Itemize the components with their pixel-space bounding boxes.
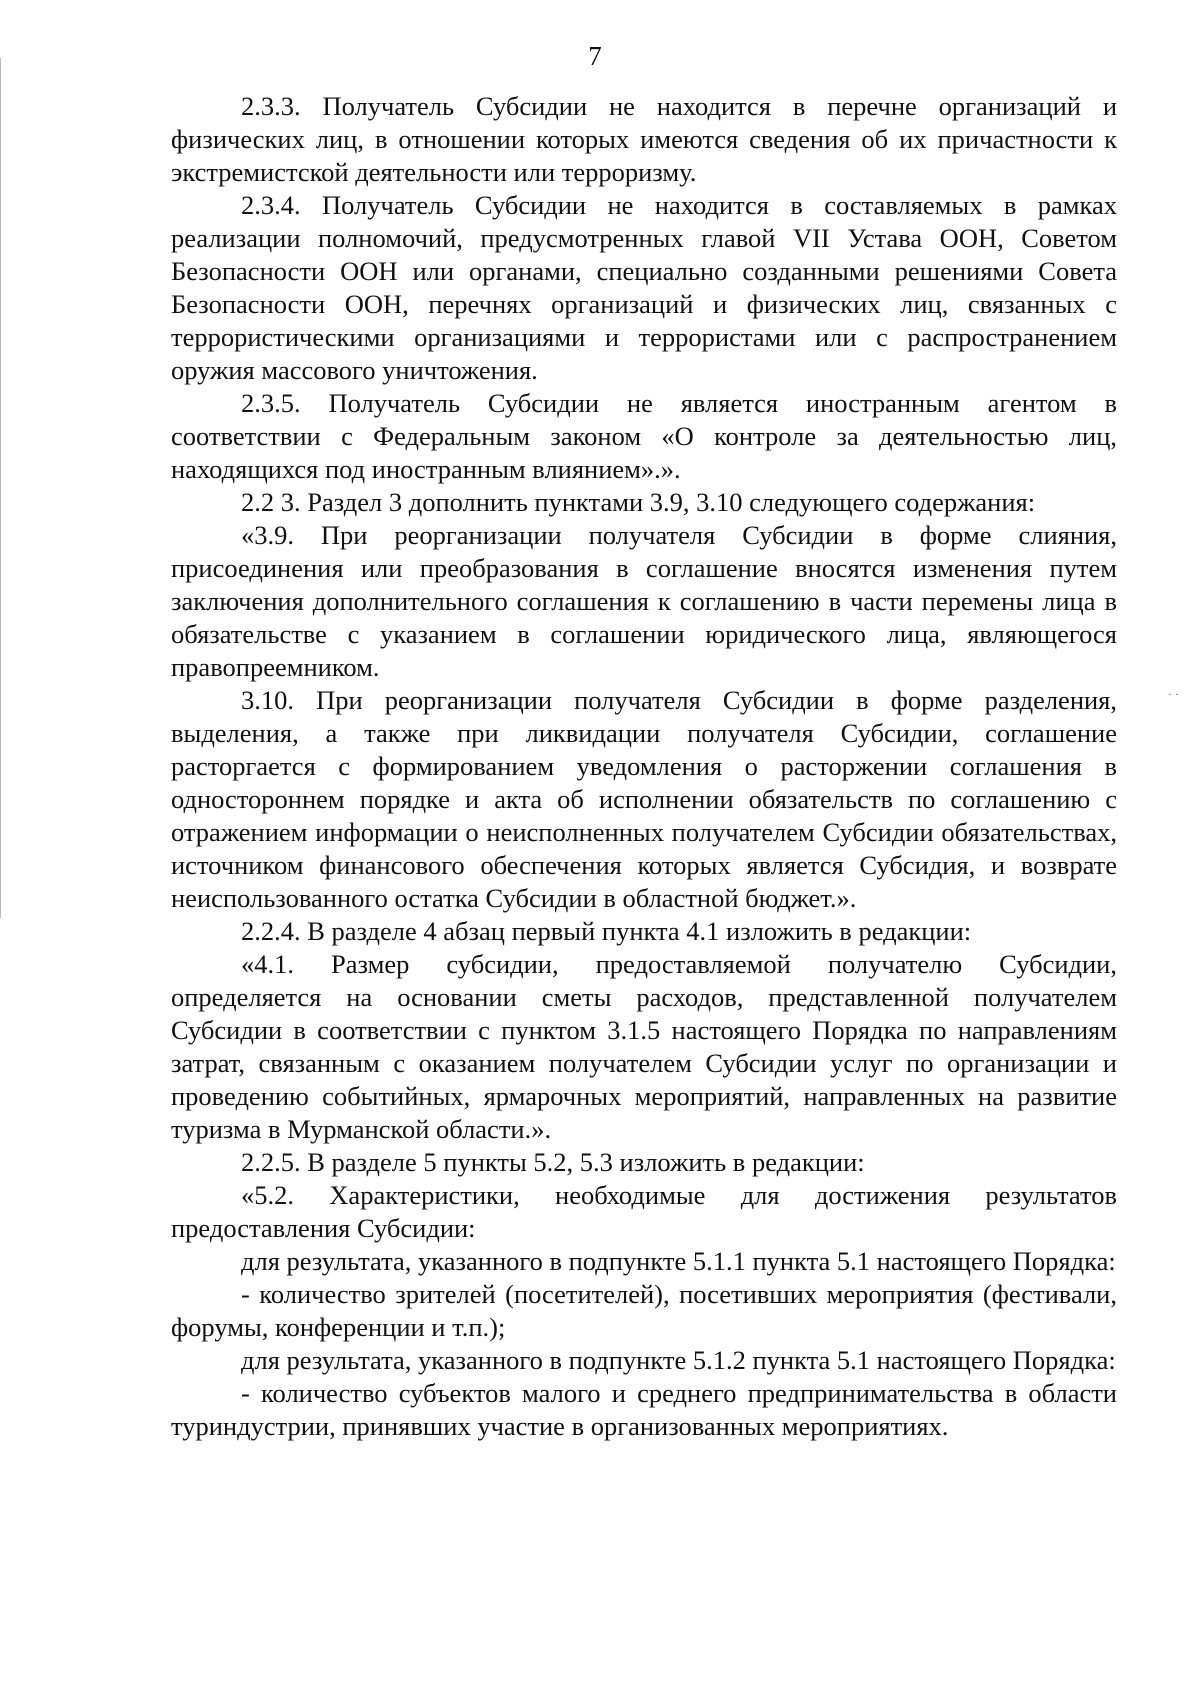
paragraph-result-5-1-1: для результата, указанного в подпункте 5.1.1 пункта 5.1 настоящего Порядка:	[241, 1246, 1116, 1276]
paragraph-2-3-4: 2.3.4. Получатель Субсидии не находится в составляемых в рамках реализации полномочий, предусмотренных главой VII Устава ООН, Советом Безопасности ООН или органами, специально созданными решениями Совета Безопасности ООН, перечнях организаций и физических лиц, связанных с террористическими организациями и террористами или с распространением оружия массового уничтожения.	[171, 190, 1117, 385]
paragraph-5-2: «5.2. Характеристики, необходимые для достижения результатов предоставления Субсидии:	[171, 1180, 1117, 1243]
paragraph-3-9: «3.9. При реорганизации получателя Субсидии в форме слияния, присоединения или преобразования в соглашение вносятся изменения путем заключения дополнительного соглашения к соглашению в части перемены лица в обязательстве с указанием в соглашении юридического лица, являющегося правопреемником.	[171, 520, 1117, 682]
paragraph-2-3-5: 2.3.5. Получатель Субсидии не является иностранным агентом в соответствии с Федеральным законом «О контроле за деятельностью лиц, находящихся под иностранным влиянием».».	[171, 388, 1117, 484]
list-item-viewers-count: - количество зрителей (посетителей), посетивших мероприятия (фестивали, форумы, конференции и т.п.);	[171, 1279, 1117, 1342]
document-body	[171, 90, 1117, 1443]
paragraph-result-5-1-2: для результата, указанного в подпункте 5.1.2 пункта 5.1 настоящего Порядка:	[241, 1345, 1116, 1375]
paragraph-2-2-4: 2.2.4. В разделе 4 абзац первый пункта 4.1 изложить в редакции:	[241, 916, 972, 946]
paragraph-4-1: «4.1. Размер субсидии, предоставляемой получателю Субсидии, определяется на основании сметы расходов, представленной получателем Субсидии в соответствии с пунктом 3.1.5 настоящего Порядка по направлениям затрат, связанным с оказанием получателем Субсидии услуг по организации и проведению событийных, ярмарочных мероприятий, направленных на развитие туризма в Мурманской области.».	[171, 949, 1117, 1144]
scan-edge-line	[0, 58, 1, 918]
paragraph-2-3-3: 2.3.3. Получатель Субсидии не находится в перечне организаций и физических лиц, в отношении которых имеются сведения об их причастности к экстремистской деятельности или терроризму.	[171, 91, 1117, 187]
paragraph-3-10: 3.10. При реорганизации получателя Субсидии в форме разделения, выделения, а также при ликвидации получателя Субсидии, соглашение расторгается с формированием уведомления о расторжении соглашения в одностороннем порядке и акта об исполнении обязательств по соглашению с отражением информации о неисполненных получателем Субсидии обязательствах, источником финансового обеспечения которых является Субсидия, и возврате неиспользованного остатка Субсидии в областной бюджет.».	[171, 685, 1117, 913]
list-item-sme-count: - количество субъектов малого и среднего предпринимательства в области туриндустрии, принявших участие в организованных мероприятиях.	[171, 1378, 1117, 1441]
page-number: 7	[588, 41, 602, 71]
paragraph-2-2-3: 2.2 3. Раздел 3 дополнить пунктами 3.9, 3.10 следующего содержания:	[241, 487, 1036, 517]
paragraph-2-2-5: 2.2.5. В разделе 5 пункты 5.2, 5.3 изложить в редакции:	[241, 1147, 865, 1177]
scan-artifact-dots: · ·	[1168, 687, 1179, 701]
